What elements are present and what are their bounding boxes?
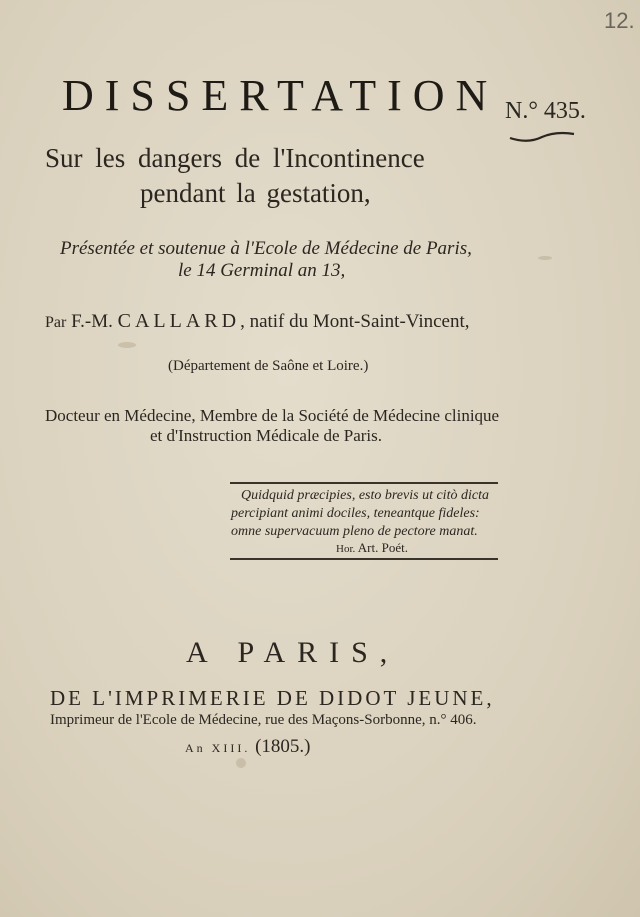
author-line xyxy=(45,310,470,333)
author-origin: , natif du Mont-Saint-Vincent, xyxy=(240,311,470,332)
imprint-year-line xyxy=(185,736,310,758)
credentials-line-2: et d'Instruction Médicale de Paris. xyxy=(150,426,383,445)
subtitle-line-2: pendant la gestation, xyxy=(140,178,371,208)
paper-stain xyxy=(236,758,246,768)
corner-mark: 12. xyxy=(604,8,635,33)
author-initials: F.-M. xyxy=(71,311,113,332)
epigraph-source xyxy=(336,540,408,556)
epigraph-line-3: omne supervacuum pleno de pectore manat. xyxy=(231,524,478,539)
subtitle-line-1: Sur les dangers de l'Incontinence xyxy=(45,143,425,173)
imprint-year: (1805.) xyxy=(255,736,311,757)
epigraph-source-work: Art. Poét. xyxy=(357,540,408,555)
paper-stain xyxy=(118,342,136,348)
credentials-line-1: Docteur en Médecine, Membre de la Société de Médecine clinique xyxy=(45,406,500,425)
presented-line-2: le 14 Germinal an 13, xyxy=(178,260,346,281)
document-title: DISSERTATION xyxy=(62,71,499,120)
imprint-place: A PARIS, xyxy=(186,636,400,669)
epigraph-rule-bottom xyxy=(230,558,498,560)
flourish-ornament xyxy=(508,128,576,144)
epigraph-line-1: Quidquid præcipies, esto brevis ut citò dicta xyxy=(241,488,489,503)
imprint-year-label: An XIII. xyxy=(185,741,251,755)
author-surname: CALLARD xyxy=(117,310,241,332)
presented-line-1: Présentée et soutenue à l'Ecole de Médecine de Paris, xyxy=(60,238,472,259)
epigraph-rule-top xyxy=(230,482,498,484)
epigraph-line-2: percipiant animi dociles, teneantque fideles: xyxy=(231,506,480,521)
paper-stain xyxy=(538,256,552,260)
epigraph-source-author: Hor. xyxy=(336,543,356,555)
imprint-address: Imprimeur de l'Ecole de Médecine, rue des Maçons-Sorbonne, n.° 406. xyxy=(50,712,477,728)
catalog-number: N.° 435. xyxy=(505,98,586,124)
department-note: (Département de Saône et Loire.) xyxy=(168,358,369,374)
author-prefix: Par xyxy=(45,314,67,331)
imprint-printer: DE L'IMPRIMERIE DE DIDOT JEUNE, xyxy=(50,686,495,710)
